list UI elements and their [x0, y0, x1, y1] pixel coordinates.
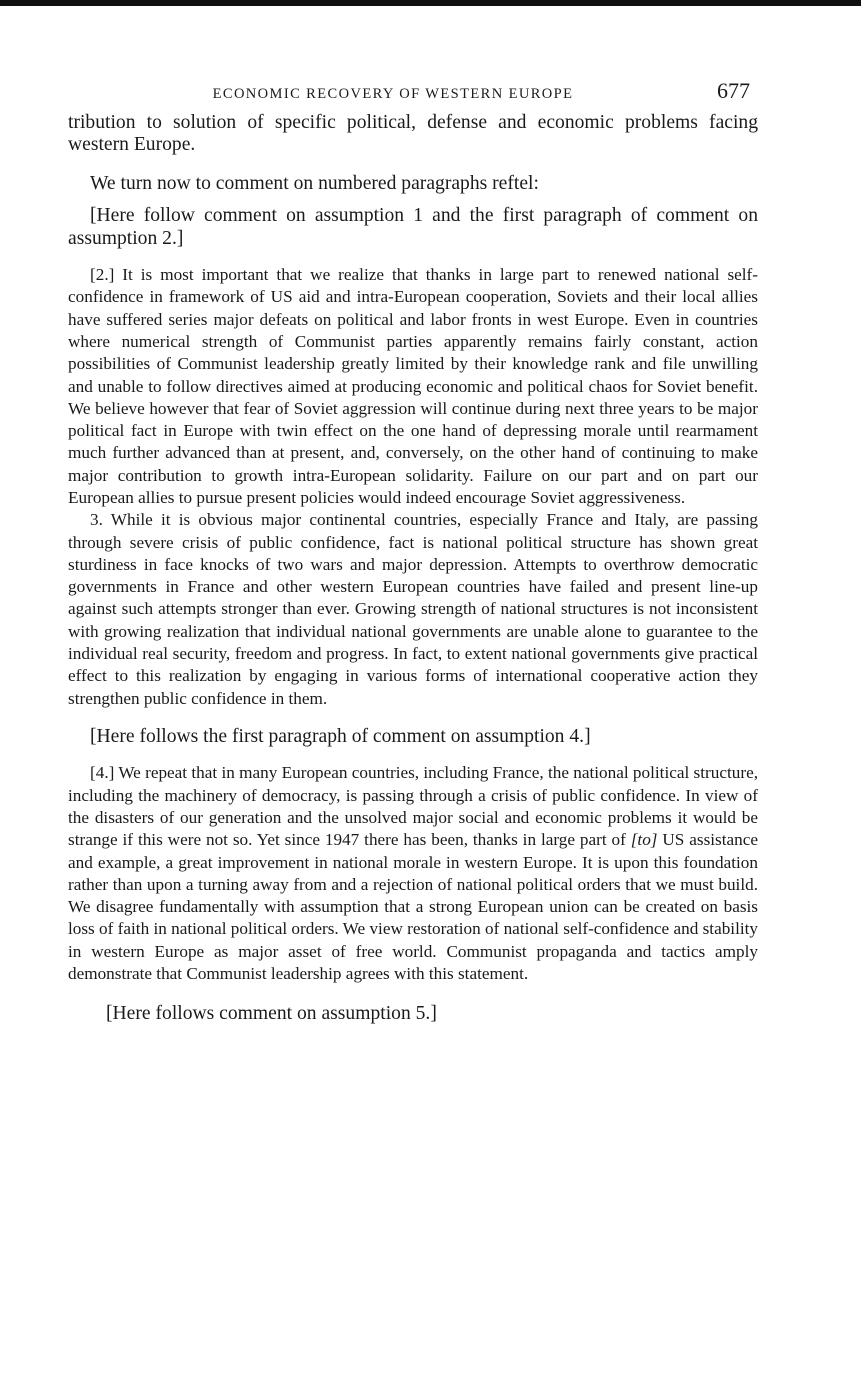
paragraph-2: [2.] It is most important that we realize that thanks in large part to renewed national self-confidence in framework of US aid and intra-European cooperation, Soviets and their local allies have suffered series major defeats on political and labor fronts in west Europe. Even in countries where numerical strength of Communist parties apparently remains fairly constant, action possibilities of Communist leadership greatly limited by their knowledge rank and file unwilling and unable to follow directives aimed at producing economic and political chaos for Soviet benefit. We believe however that fear of Soviet aggression will continue during next three years to be major political fact in Europe with twin effect on the one hand of depressing morale until rearmament much further advanced than at present, and, conversely, on the other hand of continuing to make major contribution to growth intra-European solidarity. Failure on our part and on part our European allies to pursue present policies would indeed encourage Soviet aggressiveness.	[68, 265, 758, 507]
page-number: 677	[717, 78, 750, 103]
paragraph-3: 3. While it is obvious major continental countries, especially France and Italy, are passing through severe crisis of public confidence, fact is national political structure has shown great sturdiness in face knocks of two wars and major depression. Attempts to overthrow democratic governments in France and other western European countries have failed and present line-up against such attempts stronger than ever. Growing strength of national structures is not inconsistent with growing realization that individual national governments are unable alone to guarantee to the individual real security, freedom and progress. In fact, to extent national governments give practical effect to this realization by engaging in various forms of international cooperative action they strengthen public confidence in them.	[68, 510, 758, 708]
paragraph-4-end: US assistance and example, a great improvement in national morale in western Europe. It is upon this foundation rather than upon a turning away from and a rejection of national political orders that we must build. We disagree fundamentally with assumption that a strong European union can be created on basis loss of faith in national political orders. We view restoration of national self-confidence and stability in western Europe as major asset of free world. Communist propaganda and tactics amply demonstrate that Communist leadership agrees with this statement.	[68, 830, 758, 984]
paragraph-4	[68, 762, 758, 985]
running-head	[68, 78, 758, 110]
paragraph-4-start: [4.] We repeat that in many European countries, including France, the national political structure, including the machinery of democracy, is passing through a crisis of public confidence. In view of the disasters of our generation and the unsolved major social and economic problems it would be strange if this were not so. Yet since 1947 there has been, thanks in large part of	[68, 763, 758, 850]
paragraph-continuation: tribution to solution of specific political, defense and economic problems facing western Europe.	[68, 112, 758, 156]
editorial-note-3: [Here follows comment on assumption 5.]	[106, 1003, 437, 1025]
running-head-title: ECONOMIC RECOVERY OF WESTERN EUROPE	[212, 86, 574, 102]
editorial-note-2: [Here follows the first paragraph of comment on assumption 4.]	[90, 725, 591, 747]
editorial-note-1: [Here follow comment on assumption 1 and the first paragraph of comment on assumption 2.]	[68, 205, 758, 249]
document-page	[68, 78, 758, 1026]
paragraph-4-bracketed-word: [to]	[630, 830, 658, 850]
top-border	[0, 0, 861, 6]
paragraph-turn-now: We turn now to comment on numbered paragraphs reftel:	[90, 172, 539, 194]
